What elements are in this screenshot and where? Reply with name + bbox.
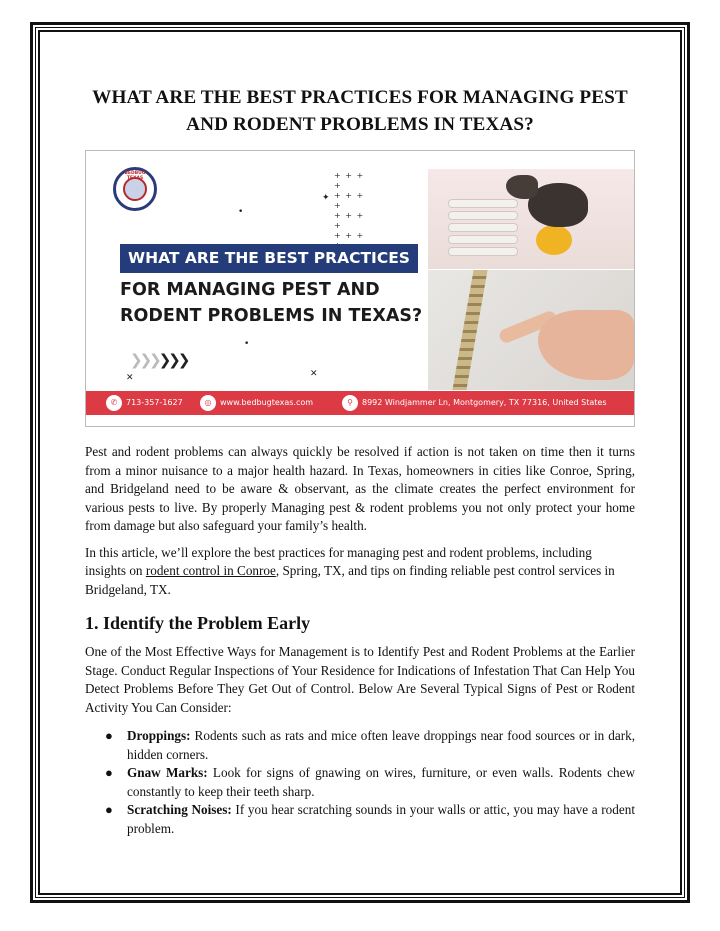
intro-paragraph: Pest and rodent problems can always quickly be resolved if action is not taken on time then it turns from a minor nuisance to a major health hazard. In Texas, homeowners in cities like Conroe, Spring, and Bridgeland need to be aware & observant, as the climate creates the perfect environment for various pests to live. By properly Managing pest & rodent problems you not only protect your home from damage but also safeguard your family’s health. xyxy=(85,444,635,533)
section-paragraph: One of the Most Effective Ways for Management is to Identify Pest and Rodent Problems at the Earlier Stage. Conduct Regular Inspections of Your Residence for Indications of Infestation That Can Help You Detect Problems Before They Get Out of Control. Below Are Several Typical Signs of Pest or Rodent Activity You Can Consider: xyxy=(85,644,635,715)
banner-headline-line3: RODENT PROBLEMS IN TEXAS? xyxy=(120,306,423,326)
section-heading: 1. Identify the Problem Early xyxy=(85,613,311,633)
company-logo xyxy=(113,167,157,211)
rodent-control-conroe-link[interactable]: rodent control in Conroe xyxy=(145,563,276,578)
rat-on-plates-photo xyxy=(428,169,634,269)
feature-banner-image xyxy=(85,150,635,427)
logo-text: BEDBUG xyxy=(124,171,146,176)
document-title: WHAT ARE THE BEST PRACTICES FOR MANAGING PEST AND RODENT PROBLEMS IN TEXAS? xyxy=(92,87,628,135)
bullet-icon: ● xyxy=(105,728,113,743)
x-decoration: ✕ xyxy=(310,369,318,379)
document-body xyxy=(85,84,635,838)
map-pin-icon: ⚲ xyxy=(342,395,358,411)
wall-damage-photo xyxy=(428,270,634,390)
banner-headline-box: WHAT ARE THE BEST PRACTICES xyxy=(120,244,418,273)
list-item: ● Droppings: Rodents such as rats and mice often leave droppings near food sources or in dark, hidden corners. xyxy=(105,728,635,762)
logo-emblem xyxy=(123,177,147,201)
chevron-arrows-icon: ❯❯❯❯❯❯ xyxy=(130,351,188,369)
globe-icon: ◎ xyxy=(200,395,216,411)
contact-bar xyxy=(86,391,634,415)
banner-headline-line2: FOR MANAGING PEST AND xyxy=(120,280,380,300)
plus-pattern-decoration: + + + + + + + + + + + + + + + xyxy=(334,171,365,240)
phone-icon: ✆ xyxy=(106,395,122,411)
star-decoration: ✦ xyxy=(322,193,330,203)
list-item: ● Gnaw Marks: Look for signs of gnawing on wires, furniture, or even walls. Rodents chew constantly to keep their teeth sharp. xyxy=(105,765,635,799)
bullet-icon: ● xyxy=(105,765,113,780)
signs-list xyxy=(85,727,635,838)
article-overview-paragraph: In this article, we’ll explore the best practices for managing pest and rodent problems, including insights on rodent control in Conroe, Spring, TX, and tips on finding reliable pest control services in Bridgeland, TX. xyxy=(85,544,615,597)
phone-number: 713-357-1627 xyxy=(126,398,183,407)
x-decoration: ✕ xyxy=(126,373,134,383)
bullet-icon: ● xyxy=(105,802,113,817)
dot-decoration: • xyxy=(244,339,250,349)
list-item: ● Scratching Noises: If you hear scratching sounds in your walls or attic, you may have a rodent problem. xyxy=(105,802,635,836)
website-url: www.bedbugtexas.com xyxy=(220,398,314,407)
address-text: 8992 Windjammer Ln, Montgomery, TX 77316, United States xyxy=(362,398,607,407)
dot-decoration: • xyxy=(238,207,244,217)
